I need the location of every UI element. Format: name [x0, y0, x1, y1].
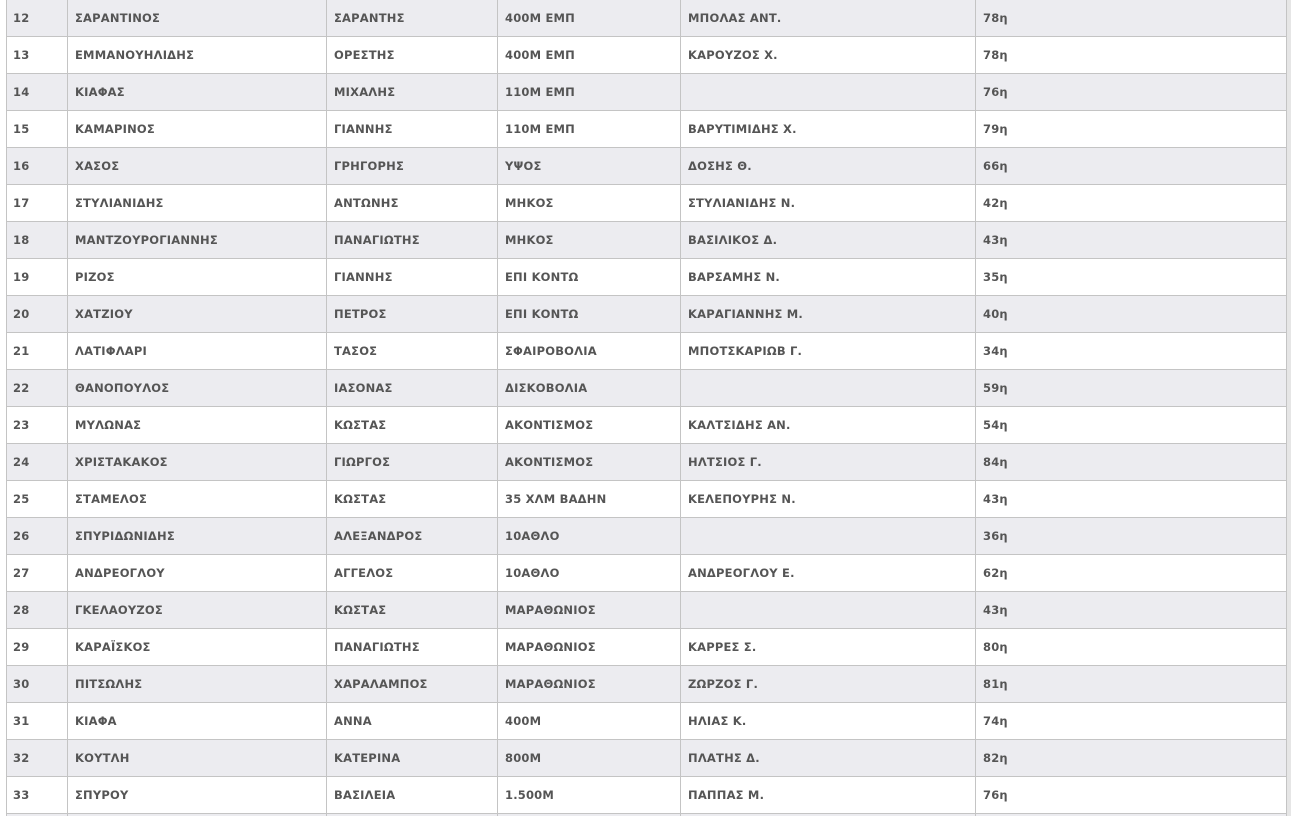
cell-rank: 35η [976, 259, 1287, 296]
cell-coach: ΖΩΡΖΟΣ Γ. [681, 666, 976, 703]
cell-event: ΥΨΟΣ [498, 148, 681, 185]
cell-first-name: ΙΑΣΟΝΑΣ [327, 370, 498, 407]
cell-rank: 76η [976, 777, 1287, 814]
cell-number: 29 [7, 629, 68, 666]
cell-coach: ΗΛΙΑΣ Κ. [681, 703, 976, 740]
table-row [7, 296, 1287, 333]
cell-event: 800Μ [498, 740, 681, 777]
cell-surname: ΚΙΑΦΑΣ [68, 74, 327, 111]
cell-coach: ΚΕΛΕΠΟΥΡΗΣ Ν. [681, 481, 976, 518]
cell-coach [681, 370, 976, 407]
table-row [7, 740, 1287, 777]
table-row [7, 592, 1287, 629]
cell-number: 32 [7, 740, 68, 777]
cell-number: 28 [7, 592, 68, 629]
table-row [7, 111, 1287, 148]
table-row [7, 555, 1287, 592]
cell-number: 26 [7, 518, 68, 555]
cell-coach: ΠΛΑΤΗΣ Δ. [681, 740, 976, 777]
cell-event: ΜΑΡΑΘΩΝΙΟΣ [498, 666, 681, 703]
cell-event: 10ΑΘΛΟ [498, 518, 681, 555]
table-row [7, 777, 1287, 814]
cell-rank: 42η [976, 185, 1287, 222]
cell-rank: 62η [976, 555, 1287, 592]
cell-first-name: ΚΑΤΕΡΙΝΑ [327, 740, 498, 777]
cell-coach: ΒΑΣΙΛΙΚΟΣ Δ. [681, 222, 976, 259]
cell-event: 400Μ ΕΜΠ [498, 37, 681, 74]
cell-coach: ΚΑΡΡΕΣ Σ. [681, 629, 976, 666]
cell-event: 400Μ ΕΜΠ [498, 0, 681, 37]
cell-first-name: ΜΙΧΑΛΗΣ [327, 74, 498, 111]
cell-surname: ΣΑΡΑΝΤΙΝΟΣ [68, 0, 327, 37]
table-row [7, 666, 1287, 703]
cell-number: 27 [7, 555, 68, 592]
cell-number: 17 [7, 185, 68, 222]
cell-surname: ΓΚΕΛΑΟΥΖΟΣ [68, 592, 327, 629]
cell-coach [681, 518, 976, 555]
cell-rank: 36η [976, 518, 1287, 555]
table-row [7, 370, 1287, 407]
cell-number: 12 [7, 0, 68, 37]
cell-surname: ΣΤΑΜΕΛΟΣ [68, 481, 327, 518]
cell-first-name: ΓΙΩΡΓΟΣ [327, 444, 498, 481]
cell-number: 21 [7, 333, 68, 370]
cell-rank: 78η [976, 37, 1287, 74]
cell-surname: ΑΝΔΡΕΟΓΛΟΥ [68, 555, 327, 592]
cell-rank: 78η [976, 0, 1287, 37]
cell-rank: 79η [976, 111, 1287, 148]
cell-coach: ΑΝΔΡΕΟΓΛΟΥ Ε. [681, 555, 976, 592]
cell-number: 31 [7, 703, 68, 740]
cell-coach [681, 592, 976, 629]
cell-coach: ΚΑΛΤΣΙΔΗΣ ΑΝ. [681, 407, 976, 444]
cell-event: 35 ΧΛΜ ΒΑΔΗΝ [498, 481, 681, 518]
cell-first-name: ΓΡΗΓΟΡΗΣ [327, 148, 498, 185]
table-row [7, 407, 1287, 444]
cell-rank: 43η [976, 592, 1287, 629]
cell-first-name: ΣΑΡΑΝΤΗΣ [327, 0, 498, 37]
cell-event: ΜΑΡΑΘΩΝΙΟΣ [498, 629, 681, 666]
table-row [7, 148, 1287, 185]
table-row [7, 259, 1287, 296]
cell-number: 30 [7, 666, 68, 703]
cell-event: 110Μ ΕΜΠ [498, 74, 681, 111]
cell-surname: ΚΟΥΤΛΗ [68, 740, 327, 777]
cell-coach: ΚΑΡΑΓΙΑΝΝΗΣ Μ. [681, 296, 976, 333]
cell-first-name: ΒΑΣΙΛΕΙΑ [327, 777, 498, 814]
table-row [7, 481, 1287, 518]
cell-coach: ΚΑΡΟΥΖΟΣ Χ. [681, 37, 976, 74]
cell-coach: ΒΑΡΥΤΙΜΙΔΗΣ Χ. [681, 111, 976, 148]
cell-number: 33 [7, 777, 68, 814]
table-row [7, 518, 1287, 555]
cell-event: ΜΗΚΟΣ [498, 185, 681, 222]
cell-coach: ΠΑΠΠΑΣ Μ. [681, 777, 976, 814]
cell-surname: ΕΜΜΑΝΟΥΗΛΙΔΗΣ [68, 37, 327, 74]
cell-coach: ΗΛΤΣΙΟΣ Γ. [681, 444, 976, 481]
cell-rank: 80η [976, 629, 1287, 666]
cell-rank: 43η [976, 222, 1287, 259]
cell-first-name: ΧΑΡΑΛΑΜΠΟΣ [327, 666, 498, 703]
cell-first-name: ΤΑΣΟΣ [327, 333, 498, 370]
cell-coach: ΣΤΥΛΙΑΝΙΔΗΣ Ν. [681, 185, 976, 222]
cell-event: ΣΦΑΙΡΟΒΟΛΙΑ [498, 333, 681, 370]
table-row [7, 74, 1287, 111]
table-row [7, 333, 1287, 370]
table-row [7, 185, 1287, 222]
cell-number: 22 [7, 370, 68, 407]
cell-surname: ΜΥΛΩΝΑΣ [68, 407, 327, 444]
cell-first-name: ΠΑΝΑΓΙΩΤΗΣ [327, 222, 498, 259]
table-row [7, 703, 1287, 740]
table-row [7, 37, 1287, 74]
cell-rank: 84η [976, 444, 1287, 481]
cell-event: ΜΗΚΟΣ [498, 222, 681, 259]
cell-event: ΜΑΡΑΘΩΝΙΟΣ [498, 592, 681, 629]
cell-surname: ΡΙΖΟΣ [68, 259, 327, 296]
cell-rank: 81η [976, 666, 1287, 703]
cell-rank: 66η [976, 148, 1287, 185]
cell-surname: ΛΑΤΙΦΛΑΡΙ [68, 333, 327, 370]
cell-surname: ΜΑΝΤΖΟΥΡΟΓΙΑΝΝΗΣ [68, 222, 327, 259]
cell-surname: ΣΠΥΡΙΔΩΝΙΔΗΣ [68, 518, 327, 555]
table-row [7, 222, 1287, 259]
cell-first-name: ΓΙΑΝΝΗΣ [327, 111, 498, 148]
cell-rank: 76η [976, 74, 1287, 111]
cell-surname: ΧΑΣΟΣ [68, 148, 327, 185]
cell-number: 25 [7, 481, 68, 518]
cell-event: ΕΠΙ ΚΟΝΤΩ [498, 259, 681, 296]
cell-surname: ΚΙΑΦΑ [68, 703, 327, 740]
cell-event: 400Μ [498, 703, 681, 740]
cell-rank: 82η [976, 740, 1287, 777]
cell-first-name: ΚΩΣΤΑΣ [327, 407, 498, 444]
results-table [6, 0, 1287, 816]
cell-first-name: ΓΙΑΝΝΗΣ [327, 259, 498, 296]
cell-coach: ΜΠΟΛΑΣ ΑΝΤ. [681, 0, 976, 37]
cell-number: 14 [7, 74, 68, 111]
cell-surname: ΠΙΤΣΩΛΗΣ [68, 666, 327, 703]
cell-surname: ΧΡΙΣΤΑΚΑΚΟΣ [68, 444, 327, 481]
cell-rank: 43η [976, 481, 1287, 518]
cell-event: ΑΚΟΝΤΙΣΜΟΣ [498, 444, 681, 481]
cell-number: 16 [7, 148, 68, 185]
cell-first-name: ΠΑΝΑΓΙΩΤΗΣ [327, 629, 498, 666]
cell-first-name: ΑΝΤΩΝΗΣ [327, 185, 498, 222]
cell-surname: ΣΤΥΛΙΑΝΙΔΗΣ [68, 185, 327, 222]
cell-surname: ΧΑΤΖΙΟΥ [68, 296, 327, 333]
cell-number: 20 [7, 296, 68, 333]
cell-rank: 54η [976, 407, 1287, 444]
cell-rank: 59η [976, 370, 1287, 407]
scrollbar-track[interactable] [1287, 0, 1291, 816]
cell-surname: ΚΑΡΑΪΣΚΟΣ [68, 629, 327, 666]
cell-first-name: ΑΝΝΑ [327, 703, 498, 740]
cell-rank: 74η [976, 703, 1287, 740]
cell-event: ΕΠΙ ΚΟΝΤΩ [498, 296, 681, 333]
results-table-body [7, 0, 1287, 816]
cell-event: 1.500Μ [498, 777, 681, 814]
table-row [7, 0, 1287, 37]
cell-coach: ΒΑΡΣΑΜΗΣ Ν. [681, 259, 976, 296]
cell-coach: ΔΟΣΗΣ Θ. [681, 148, 976, 185]
cell-coach [681, 74, 976, 111]
cell-number: 24 [7, 444, 68, 481]
cell-number: 15 [7, 111, 68, 148]
cell-event: ΑΚΟΝΤΙΣΜΟΣ [498, 407, 681, 444]
cell-event: ΔΙΣΚΟΒΟΛΙΑ [498, 370, 681, 407]
cell-first-name: ΑΛΕΞΑΝΔΡΟΣ [327, 518, 498, 555]
cell-event: 10ΑΘΛΟ [498, 555, 681, 592]
cell-surname: ΚΑΜΑΡΙΝΟΣ [68, 111, 327, 148]
cell-first-name: ΚΩΣΤΑΣ [327, 592, 498, 629]
cell-first-name: ΑΓΓΕΛΟΣ [327, 555, 498, 592]
cell-event: 110Μ ΕΜΠ [498, 111, 681, 148]
cell-number: 19 [7, 259, 68, 296]
cell-number: 23 [7, 407, 68, 444]
cell-surname: ΘΑΝΟΠΟΥΛΟΣ [68, 370, 327, 407]
table-row [7, 444, 1287, 481]
cell-first-name: ΟΡΕΣΤΗΣ [327, 37, 498, 74]
table-row [7, 629, 1287, 666]
cell-rank: 34η [976, 333, 1287, 370]
cell-first-name: ΠΕΤΡΟΣ [327, 296, 498, 333]
cell-rank: 40η [976, 296, 1287, 333]
cell-first-name: ΚΩΣΤΑΣ [327, 481, 498, 518]
cell-number: 18 [7, 222, 68, 259]
cell-number: 13 [7, 37, 68, 74]
cell-surname: ΣΠΥΡΟΥ [68, 777, 327, 814]
cell-coach: ΜΠΟΤΣΚΑΡΙΩΒ Γ. [681, 333, 976, 370]
